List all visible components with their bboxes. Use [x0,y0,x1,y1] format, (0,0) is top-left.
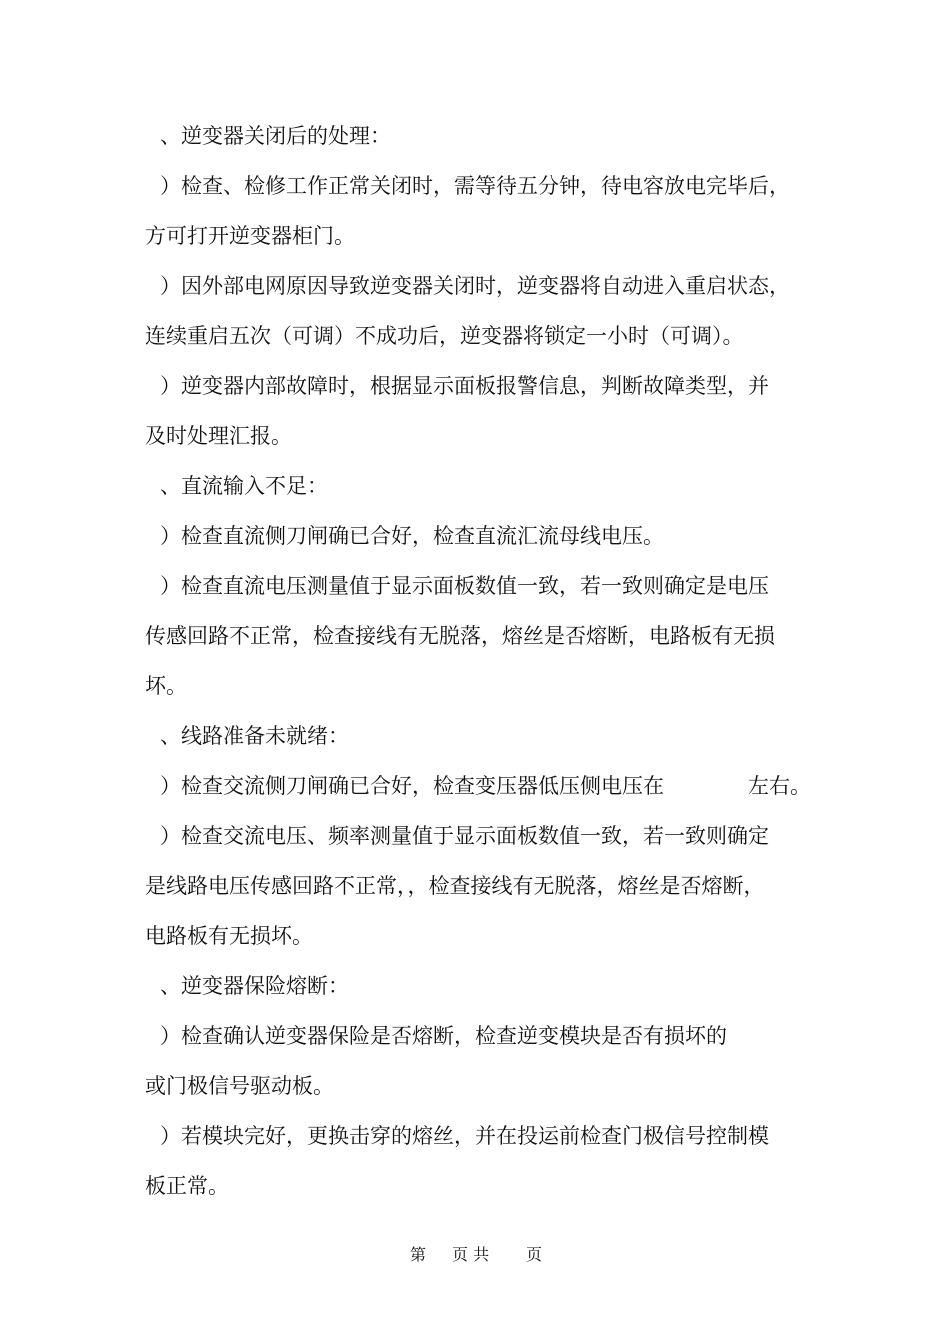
text-line: 、直流输入不足： [160,474,328,498]
text-line: 、线路准备未就绪： [160,724,349,748]
text-line: 方可打开逆变器柜门。 [145,224,355,248]
text-line: ）检查交流电压、频率测量值于显示面板数值一致，若一致则确定 [160,824,769,848]
paragraph-line [0,816,950,856]
text-line: ）逆变器内部故障时，根据显示面板报警信息，判断故障类型，并 [160,374,769,398]
text-line: 、逆变器关闭后的处理： [160,124,391,148]
paragraph-line [0,216,950,256]
paragraph-line [0,766,950,806]
paragraph-line [0,266,950,306]
paragraph-line [0,516,950,556]
text-line: 电路板有无损坏。 [145,924,313,948]
paragraph-line [0,166,950,206]
text-line: 连续重启五次（可调）不成功后，逆变器将锁定一小时（可调）。 [145,324,744,348]
text-line: 板正常。 [145,1174,229,1198]
paragraph-line [0,366,950,406]
text-line: 、逆变器保险熔断： [160,974,349,998]
paragraph-line [0,566,950,606]
paragraph-line [0,616,950,656]
paragraph-line [0,316,950,356]
text-line: ）检查确认逆变器保险是否熔断，检查逆变模块是否有损坏的 [160,1024,727,1048]
page-number-label: 第 [410,1245,427,1264]
heading-fuse-blown [0,966,950,1006]
text-line: 传感回路不正常，检查接线有无脱落，熔丝是否熔断，电路板有无损 [145,624,775,648]
text-line: 及时处理汇报。 [145,424,292,448]
paragraph-line [0,666,950,706]
text-line: ）检查直流侧刀闸确已合好，检查直流汇流母线电压。 [160,524,664,548]
text-line: ）检查、检修工作正常关闭时，需等待五分钟，待电容放电完毕后， [160,174,790,198]
paragraph-line [0,866,950,906]
text-line: ）若模块完好，更换击穿的熔丝，并在投运前检查门极信号控制模 [160,1124,769,1148]
paragraph-line [0,916,950,956]
text-line: 坏。 [145,674,187,698]
paragraph-line [0,416,950,456]
text-line: 是线路电压传感回路不正常，，检查接线有无脱落，熔丝是否熔断， [145,874,765,898]
text-line-tail: 左右。 [748,774,811,798]
paragraph-line [0,1066,950,1106]
page-end-label: 页 [526,1245,543,1264]
text-line: 或门极信号驱动板。 [145,1074,334,1098]
heading-line-not-ready [0,716,950,756]
heading-inverter-shutdown [0,116,950,156]
paragraph-line [0,1166,950,1206]
paragraph-line [0,1016,950,1056]
page-footer [0,1240,950,1270]
text-line: ）检查交流侧刀闸确已合好，检查变压器低压侧电压在 [160,774,664,798]
text-line: ）因外部电网原因导致逆变器关闭时，逆变器将自动进入重启状态， [160,274,790,298]
page-total-label: 页 共 [452,1245,490,1264]
paragraph-line [0,1116,950,1156]
heading-dc-input [0,466,950,506]
text-line: ）检查直流电压测量值于显示面板数值一致，若一致则确定是电压 [160,574,769,598]
